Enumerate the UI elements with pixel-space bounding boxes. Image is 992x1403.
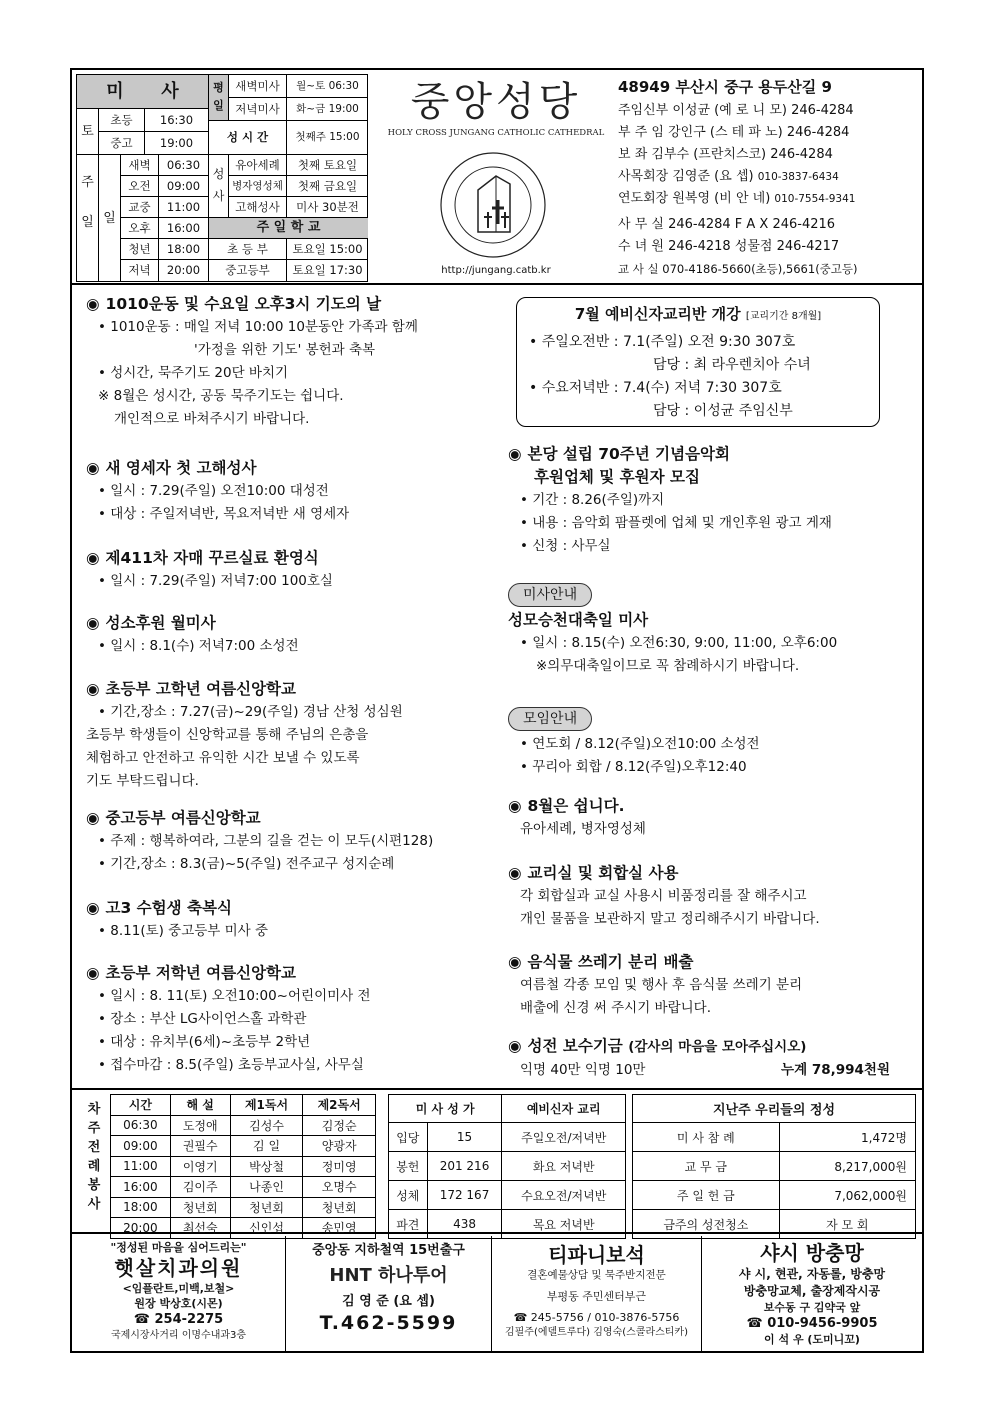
table-row: 20:00 최선숙 신인섭 송민영 — [111, 1218, 376, 1239]
notice-line: • 내용 : 음악회 팜플렛에 업체 및 개인후원 광고 게재 — [520, 515, 832, 531]
table-row: 입당 15 주일오전/저녁반 — [389, 1123, 626, 1152]
office-phone: 수 녀 원 246-4218 성물점 246-4217 — [618, 239, 840, 254]
weekday-row: 저녁미사 화~금 19:00 — [229, 98, 368, 121]
mass-schedule — [76, 74, 368, 282]
table-row: 봉헌 201 216 화요 저녁반 — [389, 1152, 626, 1181]
notice-line: 초등부 학생들이 신앙학교를 통해 주님의 은총을 — [86, 727, 369, 743]
confession-row: 성 시 간 첫째주 15:00 — [209, 121, 368, 155]
bullet-icon: ◉ — [86, 899, 100, 917]
catechumen-line: • 수요저녁반 : 7.4(수) 저녁 7:30 307호 — [529, 380, 782, 396]
notice-line: • 일시 : 8.1(수) 저녁7:00 소성전 — [98, 638, 299, 654]
ad-jewelry: 티파니보석 결혼예물상담 및 묵주반지전문 부평동 주민센터부근 ☎ 245-5756 / 010-3876-5756 김필주(에델트루다) 김영숙(스콜라스티카) — [492, 1236, 702, 1353]
sacrament-row: 유아세례 첫째 토요일 — [229, 155, 368, 176]
table-row: 주 일 헌 금 7,062,000원 — [633, 1181, 916, 1210]
notice — [86, 897, 268, 943]
sun-row: 저녁 20:00 — [121, 260, 209, 282]
notice-line: • 기간,장소 : 7.27(금)~29(주일) 경남 산청 성심원 — [98, 704, 403, 720]
parish-subtitle: HOLY CROSS JUNGANG CATHOLIC CATHEDRAL — [387, 128, 605, 138]
sunday-school-label: 주 일 학 교 — [209, 218, 368, 239]
table-row: 미 사 참 례 1,472명 — [633, 1123, 916, 1152]
parish-url: http://jungang.catb.kr — [441, 265, 551, 276]
notice-title: ◉ 제411차 자매 꾸르실료 환영식 — [86, 549, 319, 567]
catechumen-line: 담당 : 이성균 주임신부 — [653, 403, 793, 419]
notice — [508, 707, 760, 779]
catechumen-line: • 주일오전반 : 7.1(주일) 오전 9:30 307호 — [529, 334, 796, 350]
column-header: 시간 — [111, 1095, 171, 1116]
notice-line: • 일시 : 7.29(주일) 저녁7:00 100호실 — [98, 573, 333, 589]
notice — [508, 443, 832, 558]
notice-line: • 대상 : 주일저녁반, 목요저녁반 새 영세자 — [98, 506, 350, 522]
catechumen-line: 담당 : 최 라우렌치아 수녀 — [653, 357, 811, 373]
notice — [508, 583, 837, 678]
column-header: 미 사 성 가 — [389, 1095, 502, 1123]
notice-line: 개인적으로 바쳐주시기 바랍니다. — [114, 411, 310, 427]
notice-line: • 일시 : 8.15(수) 오전6:30, 9:00, 11:00, 오후6:00 — [520, 635, 838, 651]
sacrament-row: 고해성사 미사 30분전 — [229, 197, 368, 218]
advertisements — [72, 1236, 922, 1353]
notice-line: • 8.11(토) 중고등부 미사 중 — [98, 923, 269, 939]
notice-line: • 일시 : 7.29(주일) 오전10:00 대성전 — [98, 483, 329, 499]
mass-info-pill: 미사안내 — [508, 583, 592, 607]
ad-travel: 중앙동 지하철역 15번출구 HNT 하나투어 김 영 준 (요 셉) T.462-5599 — [286, 1236, 492, 1353]
notice-title: ◉ 중고등부 여름신앙학교 — [86, 809, 261, 827]
sun-row: 교중 11:00 — [121, 197, 209, 218]
school-rows — [209, 239, 368, 282]
bullet-icon: ◉ — [86, 459, 100, 477]
sun-row: 청년 18:00 — [121, 239, 209, 260]
sun-row: 오후 16:00 — [121, 218, 209, 239]
notice-title-2: 후원업체 및 후원자 모집 — [534, 468, 700, 486]
table-row: 11:00 이영기 박상철 정미영 — [111, 1156, 376, 1177]
bullet-icon: ◉ — [86, 680, 100, 698]
notice-title: ◉ 성전 보수기금 (감사의 마음을 모아주십시오) — [508, 1037, 807, 1055]
service-table — [110, 1094, 376, 1239]
notice-line: '가정을 위한 기도' 봉헌과 축복 — [194, 342, 376, 358]
notice-line: • 성시간, 묵주기도 20단 바치기 — [98, 365, 289, 381]
notice-title: ◉ 고3 수험생 축복식 — [86, 899, 232, 917]
bullet-icon: ◉ — [86, 549, 100, 567]
sat-rows — [99, 109, 209, 155]
weekday-row: 새벽미사 월~토 06:30 — [229, 75, 368, 98]
notice-title: ◉ 8월은 쉽니다. — [508, 797, 625, 815]
contact-row: 연도회장 원복영 (비 안 네) 010-7554-9341 — [618, 191, 856, 206]
mass-title: 미 사 — [77, 75, 209, 109]
bullet-icon: ◉ — [508, 445, 522, 463]
notice-title: ◉ 새 영세자 첫 고해성사 — [86, 459, 257, 477]
notice — [86, 457, 349, 526]
notice-line: • 기간 : 8.26(주일)까지 — [520, 492, 665, 508]
notice-title: ◉ 성소후원 월미사 — [86, 614, 216, 632]
notice-line: • 접수마감 : 8.5(주일) 초등부교사실, 사무실 — [98, 1057, 364, 1073]
offering-table — [632, 1094, 916, 1239]
notice-title: ◉ 음식물 쓰레기 분리 배출 — [508, 953, 694, 971]
bullet-icon: ◉ — [508, 1037, 522, 1055]
column-header: 예비신자 교리 — [502, 1095, 626, 1123]
column-header: 지난주 우리들의 정성 — [633, 1095, 916, 1123]
bulletin-page — [70, 68, 924, 1353]
school-row: 중고등부 토요일 17:30 — [209, 260, 368, 282]
column-header: 해 설 — [170, 1095, 230, 1116]
notice-line: 체험하고 안전하고 유익한 시간 보낼 수 있도록 — [86, 750, 360, 766]
notice-line: 익명 40만 익명 10만 누계 78,994천원 — [520, 1062, 890, 1078]
table-row: 16:00 김이주 나종인 오명수 — [111, 1177, 376, 1198]
notice — [86, 547, 333, 593]
notice-line: • 기간,장소 : 8.3(금)~5(주일) 전주교구 성지순례 — [98, 856, 395, 872]
notice-line: • 주제 : 행복하여라, 그분의 길을 걷는 이 모두(시편128) — [98, 833, 434, 849]
sun-rows — [121, 155, 209, 282]
column-header: 제2독서 — [303, 1095, 376, 1116]
table-row: 06:30 도정애 김성수 김정순 — [111, 1115, 376, 1136]
contact-row: 주임신부 이성균 (예 로 니 모) 246-4284 — [618, 103, 854, 118]
notice — [508, 1035, 908, 1082]
notice-title: ◉ 초등부 고학년 여름신앙학교 — [86, 680, 297, 698]
cathedral-emblem-icon — [438, 150, 548, 260]
notice-line: • 꾸리아 회합 / 8.12(주일)오후12:40 — [520, 759, 747, 775]
office-phone: 사 무 실 246-4284 F A X 246-4216 — [618, 217, 836, 232]
notice-line: 배출에 신경 써 주시기 바랍니다. — [520, 1000, 711, 1016]
notice-title: ◉ 교리실 및 회합실 사용 — [508, 864, 679, 882]
notice — [508, 795, 646, 841]
table-row: 파견 438 목요 저녁반 — [389, 1210, 626, 1239]
ad-window: 샤시 방충망 샤 시, 현관, 자동롤, 방충망 방충망교체, 출장제작시공 보수동 구 김약국 앞 ☎ 010-9456-9905 이 석 우 (도미니꼬) — [738, 1241, 886, 1346]
contact-row: 부 주 임 강인구 (스 테 파 노) 246-4284 — [618, 125, 850, 140]
sacrament-rows — [229, 155, 368, 218]
table-row: 금주의 성전청소 자 모 회 — [633, 1210, 916, 1239]
sacrament-label: 성사 — [209, 155, 229, 218]
office-phone: 교 사 실 070-4186-5660(초등),5661(중고등) — [618, 262, 858, 276]
notice-line: ※ 8월은 성시간, 공동 묵주기도는 쉽니다. — [98, 388, 344, 404]
notice-line: 기도 부탁드립니다. — [86, 773, 199, 789]
sun-label: 주 일 — [77, 155, 99, 282]
bottom-tables — [72, 1088, 922, 1234]
notice — [86, 962, 371, 1077]
notice-line: • 장소 : 부산 LG사이언스홀 과학관 — [98, 1011, 307, 1027]
bullet-icon: ◉ — [86, 614, 100, 632]
contact-block — [618, 74, 918, 280]
header — [72, 70, 922, 285]
notice-line: ※의무대축일이므로 꼭 참례하시기 바랍니다. — [536, 658, 800, 674]
notice-title: ◉ 본당 설립 70주년 기념음악회 — [508, 445, 730, 463]
bullet-icon: ◉ — [508, 953, 522, 971]
contact-row: 사목회장 김영준 (요 셉) 010-3837-6434 — [618, 169, 839, 184]
notice — [86, 678, 403, 793]
catechumen-box — [516, 297, 880, 427]
sat-label: 토 — [77, 109, 99, 155]
bullet-icon: ◉ — [508, 864, 522, 882]
notice — [86, 807, 433, 876]
table-row: 성체 172 167 수요오전/저녁반 — [389, 1181, 626, 1210]
notice-line: • 대상 : 유치부(6세)~초등부 2학년 — [98, 1034, 311, 1050]
notice-line: 개인 물품을 보관하지 말고 정리해주시기 바랍니다. — [520, 911, 820, 927]
bullet-icon: ◉ — [86, 964, 100, 982]
notice-line: 여름철 각종 모임 및 행사 후 음식물 쓰레기 분리 — [520, 977, 803, 993]
weekday-rows — [229, 75, 368, 121]
column-header: 제1독서 — [230, 1095, 303, 1116]
sat-row: 중고 19:00 — [99, 132, 209, 155]
table-row: 교 무 금 8,217,000원 — [633, 1152, 916, 1181]
notice — [86, 293, 418, 431]
notice-line: 유아세례, 병자영성체 — [520, 821, 646, 837]
table-row: 09:00 권필수 김 일 양광자 — [111, 1136, 376, 1157]
school-row: 초 등 부 토요일 15:00 — [209, 239, 368, 260]
notice-line: • 1010운동 : 매일 저녁 10:00 10분동안 가족과 함께 — [98, 319, 418, 335]
notice-line: 각 회합실과 교실 사용시 비품정리를 잘 해주시고 — [520, 888, 807, 904]
address: 48949 부산시 중구 용두산길 9 — [618, 78, 832, 96]
catechumen-title: 7월 예비신자교리반 개강 [교리기간 8개월] — [574, 305, 822, 323]
sun-row: 새벽 06:30 — [121, 155, 209, 176]
bullet-icon: ◉ — [86, 295, 100, 313]
notice-line: • 일시 : 8. 11(토) 오전10:00~어린이미사 전 — [98, 988, 371, 1004]
weekday-label: 평일 — [209, 75, 229, 121]
table-row: 18:00 청년회 청년회 청년회 — [111, 1197, 376, 1218]
bullet-icon: ◉ — [508, 797, 522, 815]
sun-row: 오전 09:00 — [121, 176, 209, 197]
sun-label-2: 일 — [99, 155, 121, 282]
service-label: 차주전례봉사 — [87, 1102, 101, 1212]
notice — [508, 862, 820, 931]
parish-title: 중앙성당 — [410, 79, 582, 125]
ad-dental: "정성된 마음을 심어드리는" 햇살치과의원 <임플란트,미백,보철> 원장 박상호(시몬) ☎ 254-2275 국제시장사거리 이명수내과3층 — [72, 1236, 286, 1353]
notice-title: 성모승천대축일 미사 — [508, 611, 649, 629]
contact-row: 보 좌 김부수 (프란치스코) 246-4284 — [618, 147, 833, 162]
sat-row: 초등 16:30 — [99, 109, 209, 132]
notice — [508, 951, 802, 1020]
choir-table — [388, 1094, 626, 1239]
announcements — [72, 287, 922, 1087]
notice — [86, 612, 299, 658]
notice-title: ◉ 1010운동 및 수요일 오후3시 기도의 날 — [86, 295, 382, 313]
logo-area — [380, 74, 612, 282]
notice-title: ◉ 초등부 저학년 여름신앙학교 — [86, 964, 297, 982]
bullet-icon: ◉ — [86, 809, 100, 827]
notice-line: • 신청 : 사무실 — [520, 538, 611, 554]
notice-line: • 연도회 / 8.12(주일)오전10:00 소성전 — [520, 736, 760, 752]
sacrament-row: 병자영성체 첫째 금요일 — [229, 176, 368, 197]
meeting-info-pill: 모임안내 — [508, 707, 592, 731]
